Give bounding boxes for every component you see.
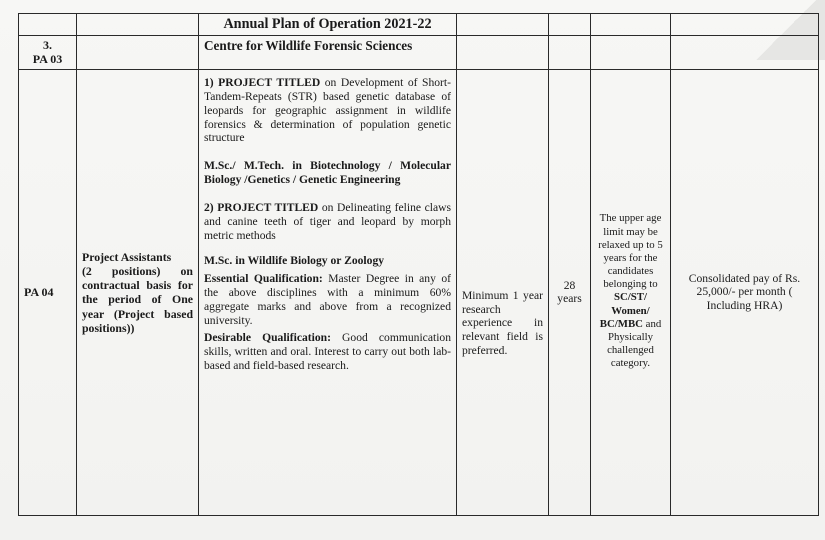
age-relaxation-cell — [591, 69, 671, 515]
desirable-text: Good communication skills, written and oral. Interest to carry out both lab-based and field-based research. — [204, 331, 452, 373]
cell-empty — [457, 36, 549, 70]
post-name: Project Assistants — [82, 249, 172, 264]
pa03-serial-cell — [19, 36, 77, 70]
cell-empty — [671, 36, 819, 70]
relaxation-text-end: and Physically challenged category. — [607, 317, 662, 370]
post-code-pa03: PA 03 — [32, 52, 63, 67]
relaxation-categories: SC/ST/ Women/ BC/MBC — [599, 291, 650, 330]
serial-number: 3. — [43, 38, 52, 53]
plan-table — [18, 13, 819, 516]
centre-name: Centre for Wildlife Forensic Sciences — [199, 36, 457, 70]
project-1-text: on Development of Short-Tandem-Repeats (STR) based genetic database of leopards for geographic assignment in wildlife forensics & determination of population genetic structure — [204, 75, 451, 145]
cell-empty — [549, 14, 591, 36]
essential-text: Master Degree in any of the above disciplines with a minimum 60% aggregate marks and above from a recognized university. — [204, 271, 451, 327]
pay-cell — [671, 69, 819, 515]
age-limit: 28 years — [557, 278, 582, 306]
cell-empty — [671, 14, 819, 36]
row-pa03 — [19, 36, 819, 70]
essential-lead: Essential Qualification: — [204, 271, 323, 285]
project-2 — [204, 201, 451, 243]
age-cell — [549, 69, 591, 515]
project-2-lead: 2) PROJECT TITLED — [204, 201, 319, 215]
qualification-2: M.Sc. in Wildlife Biology or Zoology — [204, 253, 385, 267]
row-pa04 — [19, 69, 819, 515]
experience-text: Minimum 1 year research experience in relevant field is preferred. — [462, 288, 543, 358]
header-row — [19, 14, 819, 36]
cell-empty — [591, 36, 671, 70]
plan-title: Annual Plan of Operation 2021-22 — [199, 14, 457, 36]
project-2-text: on Delineating feline claws and canine teeth of tiger and leopard by morph metric methods — [204, 201, 452, 242]
qualification-cell — [199, 69, 457, 515]
cell-empty — [549, 36, 591, 70]
qualification-1: M.Sc./ M.Tech. in Biotechnology / Molecular Biology /Genetics / Genetic Engineering — [204, 159, 451, 187]
desirable-lead: Desirable Qualification: — [204, 331, 331, 345]
experience-cell — [457, 69, 549, 515]
relaxation-text: The upper age limit may be relaxed up to 5 years for the candidates belonging to — [598, 212, 663, 291]
cell-empty — [77, 36, 199, 70]
essential-qualification — [204, 272, 451, 328]
post-code-pa04: PA 04 — [19, 69, 77, 515]
pay-text: Consolidated pay of Rs. 25,000/- per month ( Including HRA) — [688, 271, 801, 313]
post-terms: (2 positions) on contractual basis for the period of One year (Project based positions)) — [82, 264, 193, 335]
cell-empty — [457, 14, 549, 36]
post-name-cell — [77, 69, 199, 515]
project-1 — [204, 76, 451, 146]
desirable-qualification — [204, 331, 451, 373]
project-1-lead: 1) PROJECT TITLED — [204, 75, 321, 89]
cell-empty — [591, 14, 671, 36]
cell-empty — [77, 14, 199, 36]
cell-empty — [19, 14, 77, 36]
